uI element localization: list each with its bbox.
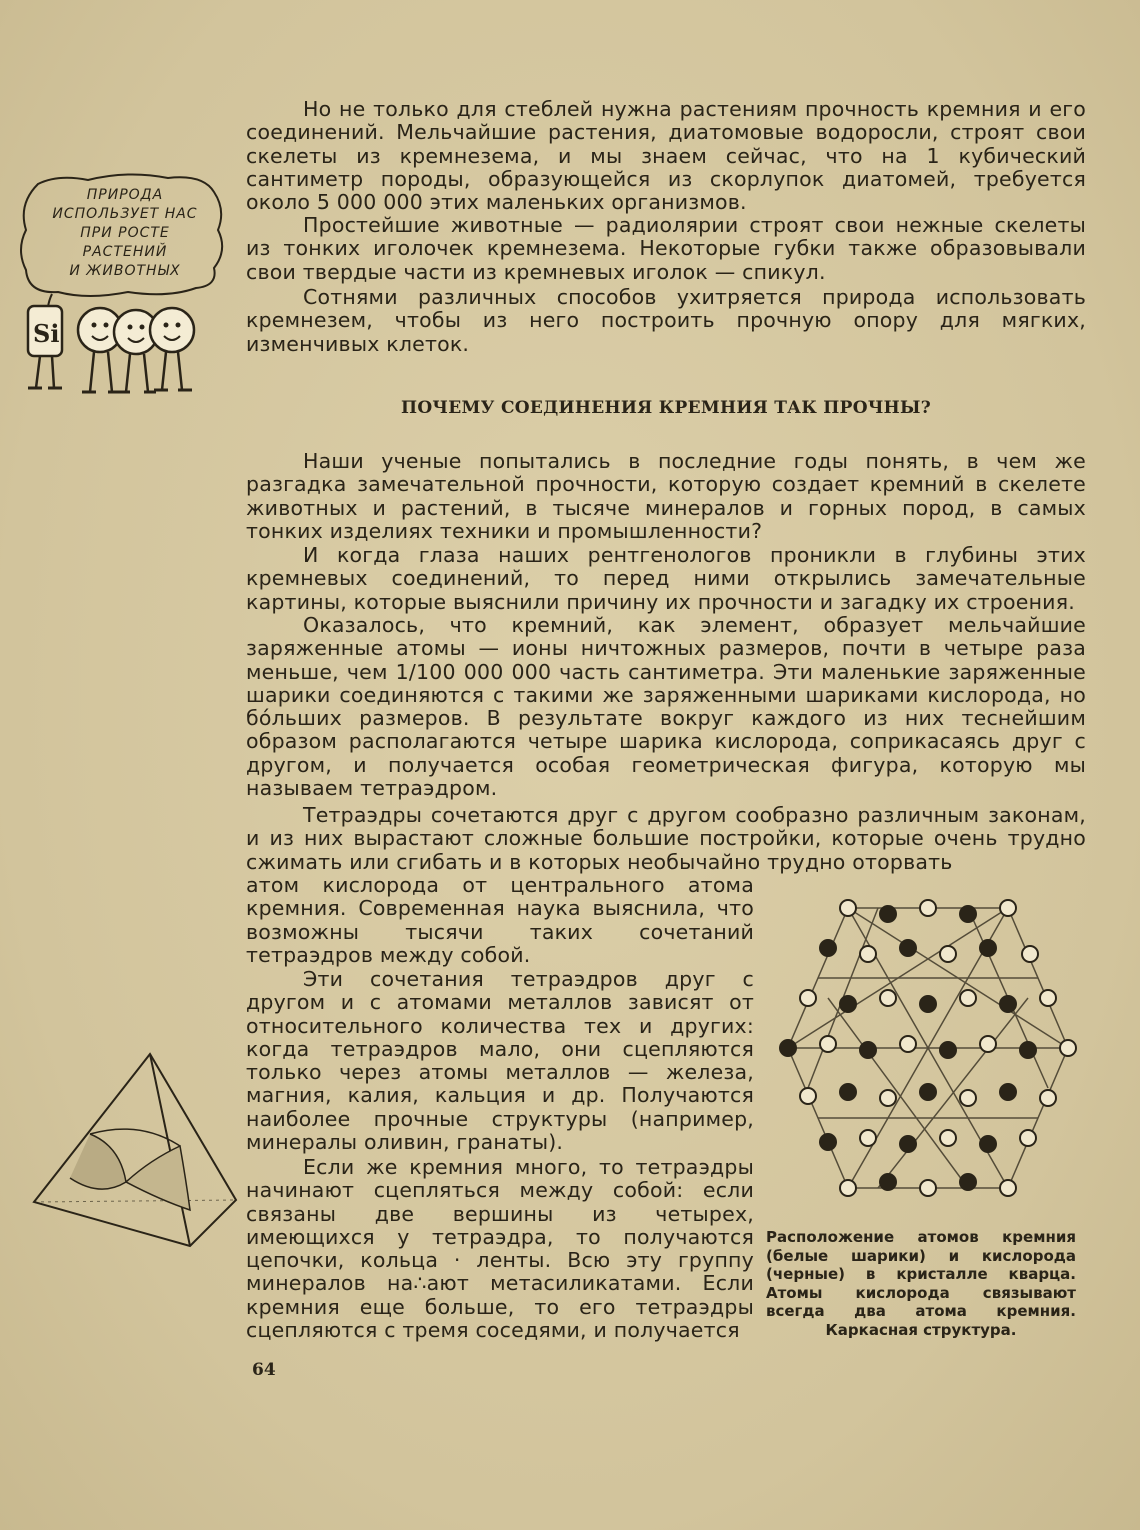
page-number: 64 (252, 1360, 276, 1380)
paragraph-ions: Оказалось, что кремний, как элемент, образует мельчайшие заряженные атомы — ионы ничтожных размеров, почти в четыре раза меньше, чем 1/100 000 000 часть сантиметра. Эти маленькие заряженные шарики соединяются с такими же заряженными шариками кислорода, но бóльших размеров. В результате вокруг каждого из них теснейшим образом располагаются четыре шарика кислорода, соприкасаясь друг с другом, и получается особая геометрическая фигура, которую мы называем тетраэдром. (246, 613, 1086, 801)
bubble-line: ПРИРОДА (86, 187, 164, 203)
paragraph-silica-support: Сотнями различных способов ухитряется природа использовать кремнезем, чтобы из него построить прочную опору для мягких, изменчивых клеток. (246, 285, 1086, 356)
bubble-line: ПРИ РОСТЕ (80, 225, 170, 241)
bubble-line: И ЖИВОТНЫХ (69, 263, 181, 279)
paragraph-xray: И когда глаза наших рентгенологов проникли в глубины этих кремневых соединений, то перед ними открылись замечательные картины, которые выяснили причину их прочности и загадку их строения. (246, 543, 1086, 614)
bubble-line: ИСПОЛЬЗУЕТ НАС (52, 206, 198, 222)
paragraph-scientists: Наши ученые попытались в последние годы понять, в чем же разгадка замечательной прочности, которую создает кремний в скелете животных и растений, в тысяче минералов и горных пород, в самых тонких изделиях техники и промышленности? (246, 449, 1086, 543)
paragraph-radiolaria: Простейшие животные — радиолярии строят свои нежные скелеты из тонких иголочек кремнезема. Некоторые губки также образовывали свои твердые части из кремневых иголок — спикул. (246, 213, 1086, 284)
tetrahedron-illustration (30, 1050, 240, 1250)
paragraph-metasilicates: Если же кремния много, то тетраэдры начинают сцепляться между собой: если связаны две вершины из четырех, имеющихся у тетраэдра, то получаются цепочки, кольца · ленты. Всю эту группу минералов на∴ают метасиликатами. Если кремния еще больше, то его тетраэдры сцепляются с тремя соседями, и получается (246, 1155, 754, 1343)
bubble-text (36, 186, 214, 281)
figure-caption: Расположение атомов кремния (белые шарики) и кислорода (черные) в кристалле кварца. Атомы кислорода связывают всегда два атома кремния. Каркасная структура. (766, 1228, 1076, 1339)
si-symbol: Si (33, 319, 60, 348)
quartz-crystal-structure-illustration (768, 888, 1078, 1208)
paragraph-metals: Эти сочетания тетраэдров друг с другом и с атомами металлов зависят от относительного количества тех и других: когда тетраэдров мало, они сцепляются только через атомы металлов — железа, магния, калия, кальция и др. Получаются наиболее прочные структуры (например, минералы оливин, гранаты). (246, 967, 754, 1155)
bubble-line: РАСТЕНИЙ (82, 244, 168, 260)
section-heading: ПОЧЕМУ СОЕДИНЕНИЯ КРЕМНИЯ ТАК ПРОЧНЫ? (400, 398, 932, 418)
paragraph-diatoms: Но не только для стеблей нужна растениям прочность кремния и его соединений. Мельчайшие растения, диатомовые водоросли, строят свои скелеты из кремнезема, и мы знаем сейчас, что на 1 кубический сантиметр породы, образующейся из скорлупок диатомей, требуется около 5 000 000 этих маленьких организмов. (246, 97, 1086, 215)
paragraph-combinations: атом кислорода от центрального атома кремния. Современная наука выяснила, что возможны тысячи таких сочетаний тетраэдров между собой. (246, 873, 754, 967)
paragraph-tetrahedra: Тетраэдры сочетаются друг с другом сообразно различным законам, и из них вырастают сложные большие постройки, которые очень трудно сжимать или сгибать и в которых необычайно трудно оторвать (246, 803, 1086, 874)
